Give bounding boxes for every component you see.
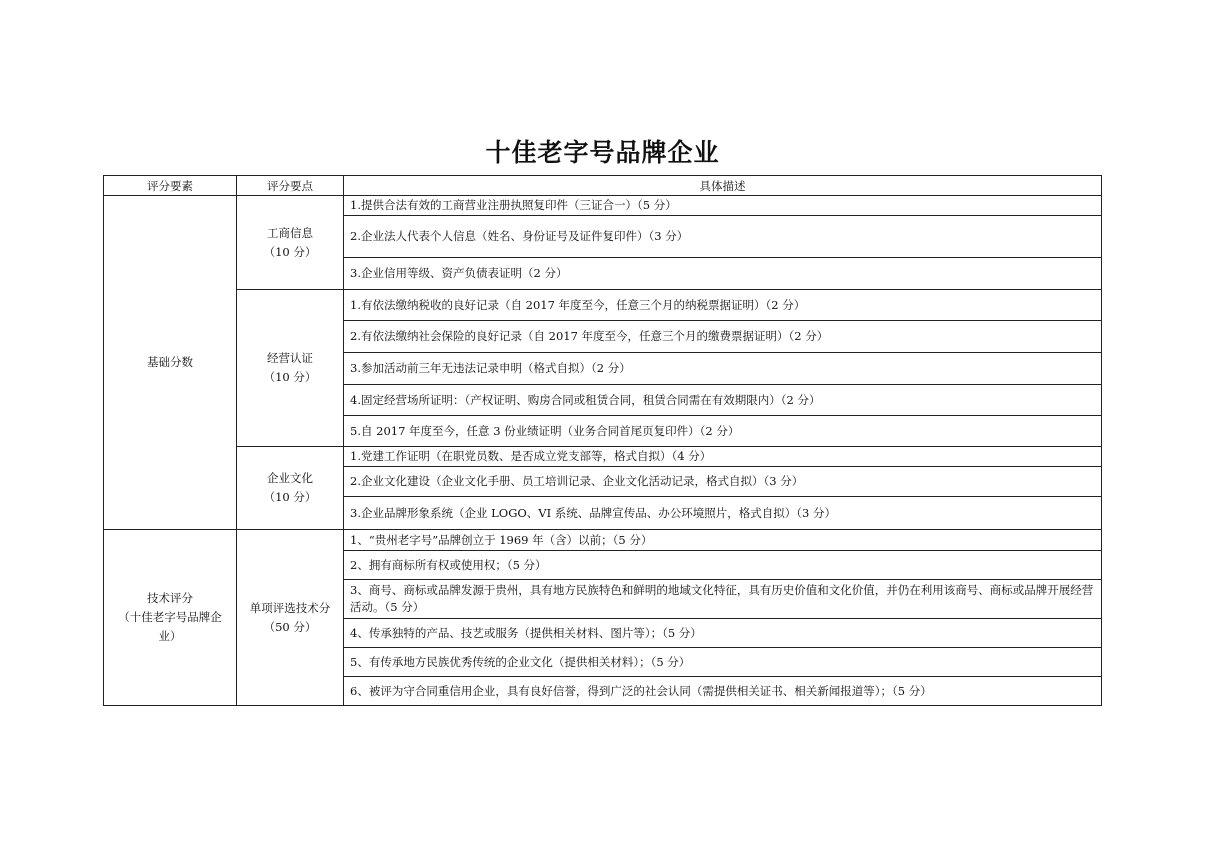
header-factor: 评分要素 <box>104 176 237 196</box>
point-technical-score <box>237 530 344 706</box>
description-cell: 3.参加活动前三年无违法记录申明（格式自拟）（2 分） <box>344 353 1102 385</box>
description-cell: 3、商号、商标或品牌发源于贵州，具有地方民族特色和鲜明的地域文化特征，具有历史价值和文化价值，并仍在利用该商号、商标或品牌开展经营活动。（5 分） <box>344 580 1102 619</box>
point-name: 工商信息 <box>267 225 313 240</box>
description-cell: 1.提供合法有效的工商营业注册执照复印件（三证合一）（5 分） <box>344 196 1102 216</box>
table-header-row <box>104 176 1102 196</box>
description-cell: 1、“贵州老字号”品牌创立于 1969 年（含）以前；（5 分） <box>344 530 1102 551</box>
factor-line: （十佳老字号品牌企 <box>118 610 222 624</box>
point-name: 单项评选技术分 <box>249 600 331 615</box>
description-cell: 2、拥有商标所有权或使用权；（5 分） <box>344 551 1102 580</box>
factor-line: 技术评分 <box>147 591 193 605</box>
point-score: （10 分） <box>263 490 317 504</box>
point-name: 企业文化 <box>267 471 313 485</box>
description-cell: 3.企业信用等级、资产负债表证明（2 分） <box>344 258 1102 290</box>
factor-technical <box>104 530 237 706</box>
header-point: 评分要点 <box>237 176 344 196</box>
point-score: （10 分） <box>263 244 317 259</box>
description-cell: 2.企业法人代表个人信息（姓名、身份证号及证件复印件）（3 分） <box>344 216 1102 258</box>
description-cell: 1.有依法缴纳税收的良好记录（自 2017 年度至今，任意三个月的纳税票据证明）（2 分） <box>344 290 1102 321</box>
table-row <box>104 290 1102 321</box>
factor-line: 业） <box>158 629 182 643</box>
point-name: 经营认证 <box>267 351 313 365</box>
description-cell: 5、有传承地方民族优秀传统的企业文化（提供相关材料）；（5 分） <box>344 648 1102 677</box>
description-cell: 2.有依法缴纳社会保险的良好记录（自 2017 年度至今，任意三个月的缴费票据证明）（2 分） <box>344 321 1102 353</box>
description-cell: 5.自 2017 年度至今，任意 3 份业绩证明（业务合同首尾页复印件）（2 分） <box>344 416 1102 447</box>
factor-basic: 基础分数 <box>104 196 237 530</box>
point-business-info <box>237 196 344 290</box>
description-cell: 1.党建工作证明（在职党员数、是否成立党支部等，格式自拟）（4 分） <box>344 447 1102 467</box>
description-cell: 6、被评为守合同重信用企业，具有良好信誉，得到广泛的社会认同（需提供相关证书、相关新闻报道等）；（5 分） <box>344 677 1102 706</box>
description-cell: 4.固定经营场所证明：（产权证明、购房合同或租赁合同，租赁合同需在有效期限内）（2 分） <box>344 385 1102 416</box>
header-description: 具体描述 <box>344 176 1102 196</box>
point-score: （50 分） <box>263 619 317 634</box>
table-row <box>104 196 1102 216</box>
table-row <box>104 530 1102 551</box>
scoring-table <box>103 175 1102 706</box>
table-row <box>104 447 1102 467</box>
description-cell: 3.企业品牌形象系统（企业 LOGO、VI 系统、品牌宣传品、办公环境照片，格式自拟）（3 分） <box>344 497 1102 530</box>
point-operation-cert <box>237 290 344 447</box>
description-cell: 4、传承独特的产品、技艺或服务（提供相关材料、图片等）；（5 分） <box>344 619 1102 648</box>
document-title: 十佳老字号品牌企业 <box>485 138 720 167</box>
point-corporate-culture <box>237 447 344 530</box>
point-score: （10 分） <box>263 370 317 384</box>
description-cell: 2.企业文化建设（企业文化手册、员工培训记录、企业文化活动记录，格式自拟）（3 分） <box>344 467 1102 497</box>
